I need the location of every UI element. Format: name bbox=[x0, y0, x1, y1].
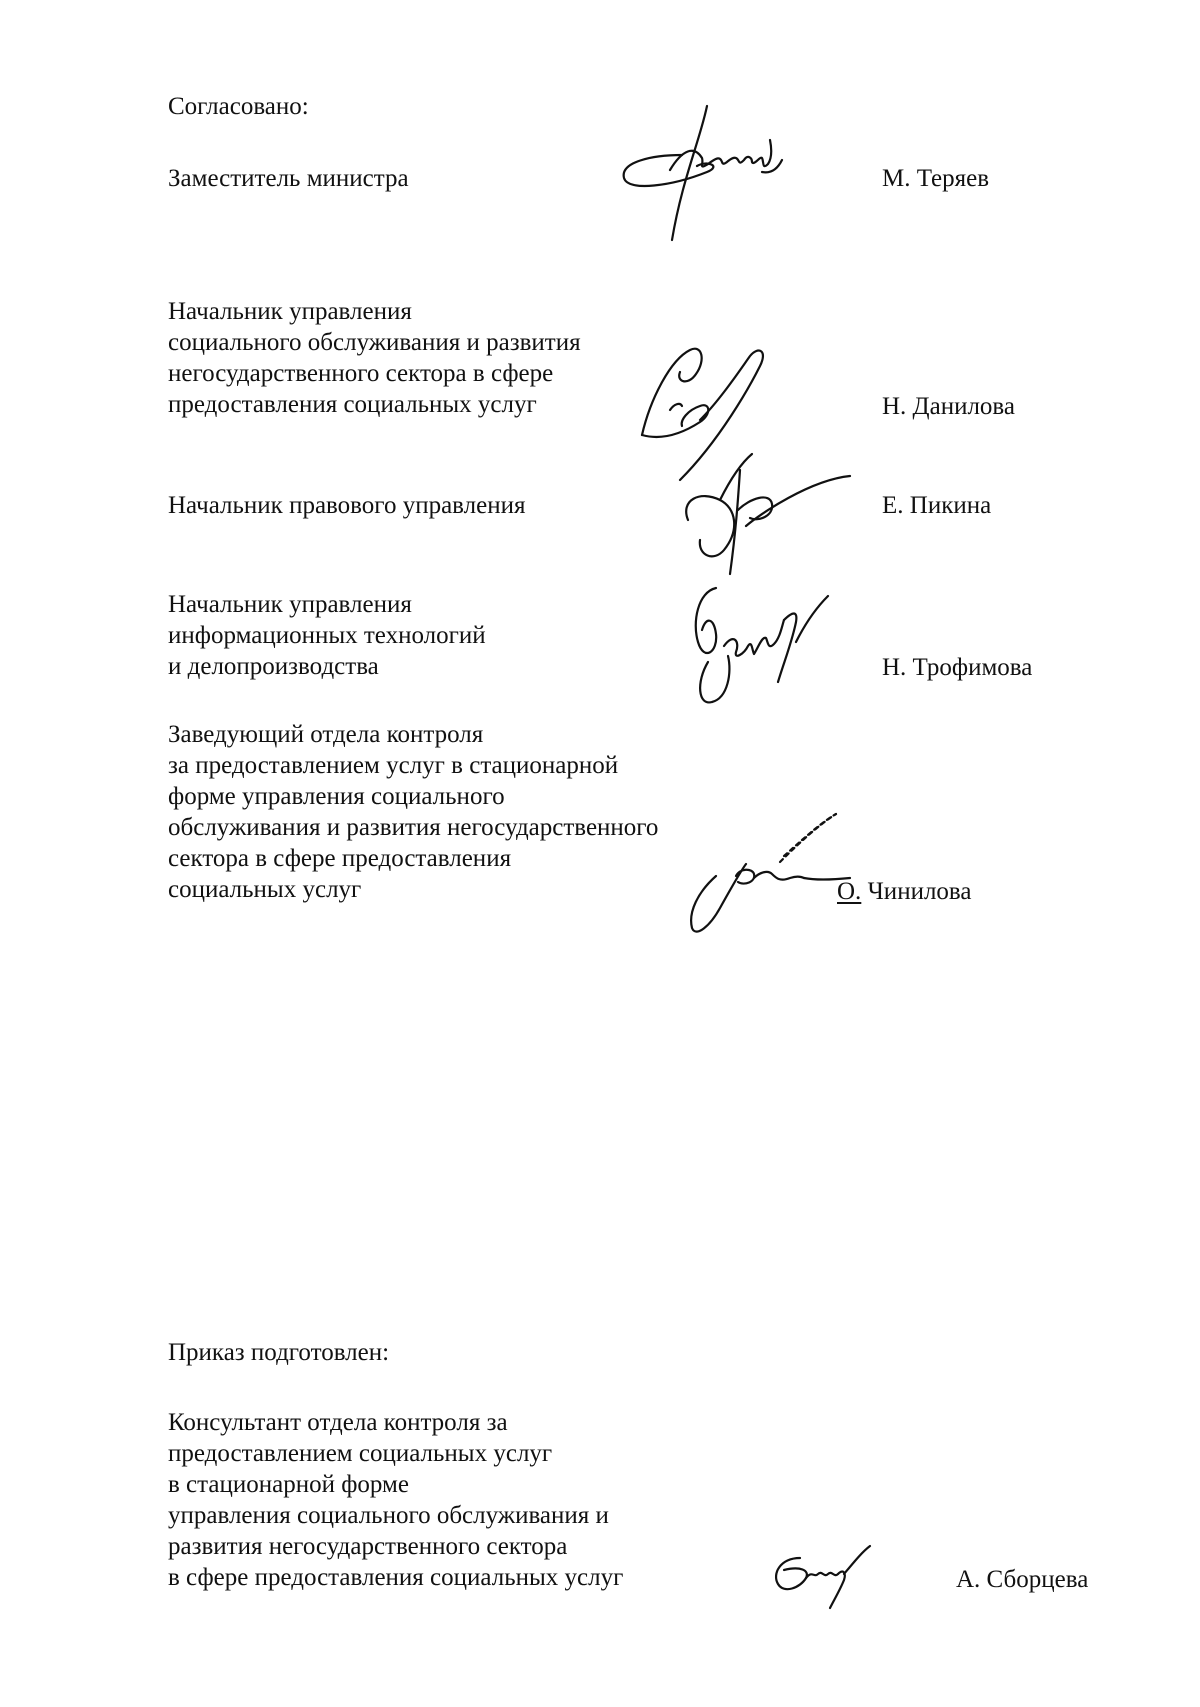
approval-name-pikina: Е. Пикина bbox=[882, 492, 992, 519]
name-surname: Чинилова bbox=[867, 878, 972, 905]
signature-trofimova bbox=[688, 582, 858, 712]
position-line: Начальник управления bbox=[168, 591, 412, 618]
position-line: предоставлением социальных услуг bbox=[168, 1440, 553, 1467]
approval-name-teryaev: М. Теряев bbox=[882, 165, 990, 192]
position-line: сектора в сфере предоставления bbox=[168, 845, 512, 872]
position-line: негосударственного сектора в сфере bbox=[168, 360, 554, 387]
approval-position-it-head bbox=[168, 589, 486, 682]
approval-name-danilova: Н. Данилова bbox=[882, 393, 1016, 420]
position-line: в стационарной форме bbox=[168, 1471, 409, 1498]
name-initial: О. bbox=[837, 878, 862, 905]
position-line: и делопроизводства bbox=[168, 653, 379, 680]
position-line: социального обслуживания и развития bbox=[168, 329, 581, 356]
position-line: предоставления социальных услуг bbox=[168, 391, 537, 418]
position-line: управления социального обслуживания и bbox=[168, 1502, 609, 1529]
approval-position-social-services-head bbox=[168, 296, 581, 420]
prepared-header: Приказ подготовлен: bbox=[168, 1339, 390, 1366]
position-line: за предоставлением услуг в стационарной bbox=[168, 752, 619, 779]
position-line: в сфере предоставления социальных услуг bbox=[168, 1564, 624, 1591]
signature-teryaev bbox=[612, 100, 812, 260]
approval-position-deputy-minister bbox=[168, 163, 409, 194]
position-line: социальных услуг bbox=[168, 876, 362, 903]
position-line: Заместитель министра bbox=[168, 165, 409, 192]
position-line: форме управления социального bbox=[168, 783, 505, 810]
approval-position-legal-head bbox=[168, 490, 525, 521]
prepared-name-sbortseva: А. Сборцева bbox=[956, 1566, 1089, 1593]
position-line: развития негосударственного сектора bbox=[168, 1533, 568, 1560]
prepared-position bbox=[168, 1407, 623, 1593]
position-line: Заведующий отдела контроля bbox=[168, 721, 484, 748]
position-line: Начальник управления bbox=[168, 298, 412, 325]
approval-position-control-head bbox=[168, 719, 658, 905]
approval-name-trofimova: Н. Трофимова bbox=[882, 654, 1033, 681]
signature-pikina bbox=[680, 450, 870, 580]
position-line: Начальник правового управления bbox=[168, 492, 526, 519]
position-line: информационных технологий bbox=[168, 622, 486, 649]
signature-sbortseva bbox=[770, 1544, 880, 1614]
approval-name-chinilova bbox=[837, 876, 972, 907]
position-line: Консультант отдела контроля за bbox=[168, 1409, 508, 1436]
position-line: обслуживания и развития негосударственного bbox=[168, 814, 659, 841]
approval-header: Согласовано: bbox=[168, 93, 309, 120]
